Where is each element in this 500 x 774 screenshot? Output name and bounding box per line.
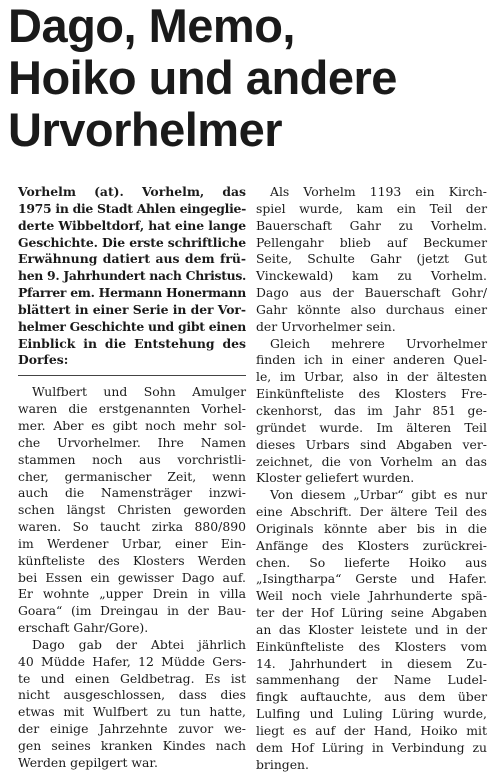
body-line: Kloster geliefert wurden. [256, 470, 415, 486]
body-line: „Isingtharpa“ Gerste und Hafer. [256, 571, 487, 587]
left-column [18, 184, 246, 772]
body-line: 14. Jahrhundert in diesem Zu- [256, 655, 487, 671]
body-line: cher, germanischer Zeit, wenn [18, 468, 246, 484]
intro-line: derte Wibbeltdorf, hat eine lange [18, 217, 246, 233]
body-line: gen seines kranken Kindes nach [18, 738, 246, 753]
body-line: Anfänge des Klosters zurückrei- [256, 537, 487, 553]
body-line: an das Kloster leistete und in der [256, 621, 487, 637]
body-line: waren. So taucht zirka 880/890 [18, 519, 246, 535]
body-line: Von diesem „Urbar“ gibt es nur [270, 487, 487, 503]
intro-line: Erwähnung datiert aus dem frü- [18, 251, 246, 267]
body-line: waren die erstgenannten Vorhel- [18, 401, 246, 417]
intro-line: Vorhelm (at). Vorhelm, das [18, 184, 246, 199]
right-column [256, 184, 487, 774]
body-line: Einkünfteliste des Klosters vom [256, 638, 487, 654]
body-line: spiel wurde, kam ein Teil der [256, 200, 487, 216]
body-line: Seite, Schulte Gahr (jetzt Gut [256, 251, 487, 267]
body-line: eine Abschrift. Der ältere Teil des [256, 504, 487, 520]
body-line: Wulfbert und Sohn Amulger [32, 384, 246, 400]
body-line: Originals könnte aber bis in die [256, 520, 487, 536]
body-line: bringen. [256, 756, 309, 772]
body-line: mer. Aber es gibt noch mehr sol- [18, 417, 246, 433]
intro-paragraph [18, 184, 246, 369]
body-line: Einkünfteliste des Klosters Fre- [256, 386, 487, 402]
body-line: bei Essen ein gewisser Dago auf. [18, 569, 246, 585]
intro-line: Dorfes: [18, 352, 69, 368]
body-line: gründet wurde. Im älteren Teil [256, 419, 487, 435]
body-line: der Urvorhelmer sein. [256, 318, 396, 334]
body-line: Lulfing und Luling Lüring wurde, [256, 706, 487, 722]
body-line: erschaft Gahr/Gore). [18, 620, 149, 636]
intro-line: Pfarrer em. Hermann Honermann [18, 285, 247, 301]
body-line: te und einen Geldbetrag. Es ist [18, 670, 246, 686]
body-line: zeichnet, die von Vorhelm an das [256, 453, 487, 469]
body-line: der einige Jahrzehnte zuvor we- [18, 721, 246, 737]
body-paragraph [256, 184, 487, 336]
body-paragraph [18, 384, 246, 637]
body-line: finden ich in einer anderen Quel- [256, 352, 487, 368]
body-paragraph [256, 336, 487, 488]
intro-line: blättert in einer Serie in der Vor- [18, 301, 246, 317]
body-line: im Werdener Urbar, einer Ein- [18, 535, 246, 551]
article-headline [8, 0, 496, 156]
body-line: Dago aus der Bauerschaft Gohr/ [256, 285, 487, 301]
headline-line: Urvorhelmer [8, 103, 282, 156]
body-paragraph [256, 487, 487, 773]
body-paragraph [18, 637, 246, 772]
body-line: Weil noch viele Jahrhunderte spä- [256, 588, 487, 604]
body-line: Gahr könnte also durchaus einer [256, 301, 487, 317]
intro-line: Geschichte. Die erste schriftliche [18, 234, 246, 250]
body-line: Als Vorhelm 1193 ein Kirch- [270, 184, 487, 199]
body-line: stammen noch aus vorchristli- [18, 451, 246, 467]
body-line: Goara“ (im Dreingau in der Bau- [18, 603, 246, 619]
body-line: sammenhang der Name Ludel- [256, 672, 487, 688]
headline-line: Dago, Memo, [8, 0, 295, 52]
headline-line: Hoiko und andere [8, 51, 397, 104]
body-line: fingk auftauchte, aus dem über [256, 689, 487, 705]
body-line: Bauerschaft Gahr zu Vorhelm. [256, 217, 487, 233]
body-line: ckenhorst, das im Jahr 851 ge- [256, 402, 487, 418]
intro-line: Einblick in die Entstehung des [18, 335, 246, 351]
body-line: nicht ausgeschlossen, dass dies [18, 687, 246, 703]
intro-line: hen 9. Jahrhundert nach Christus. [18, 268, 247, 284]
intro-line: helmer Geschichte und gibt einen [18, 318, 247, 334]
body-line: le, im Urbar, also in der ältesten [256, 369, 487, 385]
section-divider [18, 375, 246, 376]
body-line: Gleich mehrere Urvorhelmer [270, 335, 487, 351]
body-line: Vinckewald) kam zu Vorhelm. [256, 268, 487, 284]
body-line: ter der Hof Lüring seine Abgaben [256, 605, 487, 621]
body-line: 40 Müdde Hafer, 12 Müdde Gers- [18, 653, 246, 669]
intro-line: 1975 in die Stadt Ahlen eingeglie- [18, 200, 246, 216]
body-line: auch die Namensträger inzwi- [18, 485, 246, 501]
body-line: schen längst Christen geworden [18, 502, 246, 518]
body-line: Pellengahr blieb auf Beckumer [256, 234, 487, 250]
body-line: dem Hof Lüring in Verbindung zu [256, 739, 487, 755]
body-line: dieses Urbars sind Abgaben ver- [256, 436, 487, 452]
body-line: che Urvorhelmer. Ihre Namen [18, 434, 246, 450]
body-line: etwas mit Wulfbert zu tun hatte, [18, 704, 246, 720]
body-line: künfteliste des Klosters Werden [18, 552, 246, 568]
body-line: Er wohnte „upper Drein in villa [18, 586, 246, 602]
body-line: chen. So lieferte Hoiko aus [256, 554, 487, 570]
body-line: liegt es auf der Hand, Hoiko mit [256, 723, 487, 738]
body-line: Werden gepilgert war. [18, 754, 158, 770]
body-line: Dago gab der Abtei jährlich [32, 636, 246, 652]
